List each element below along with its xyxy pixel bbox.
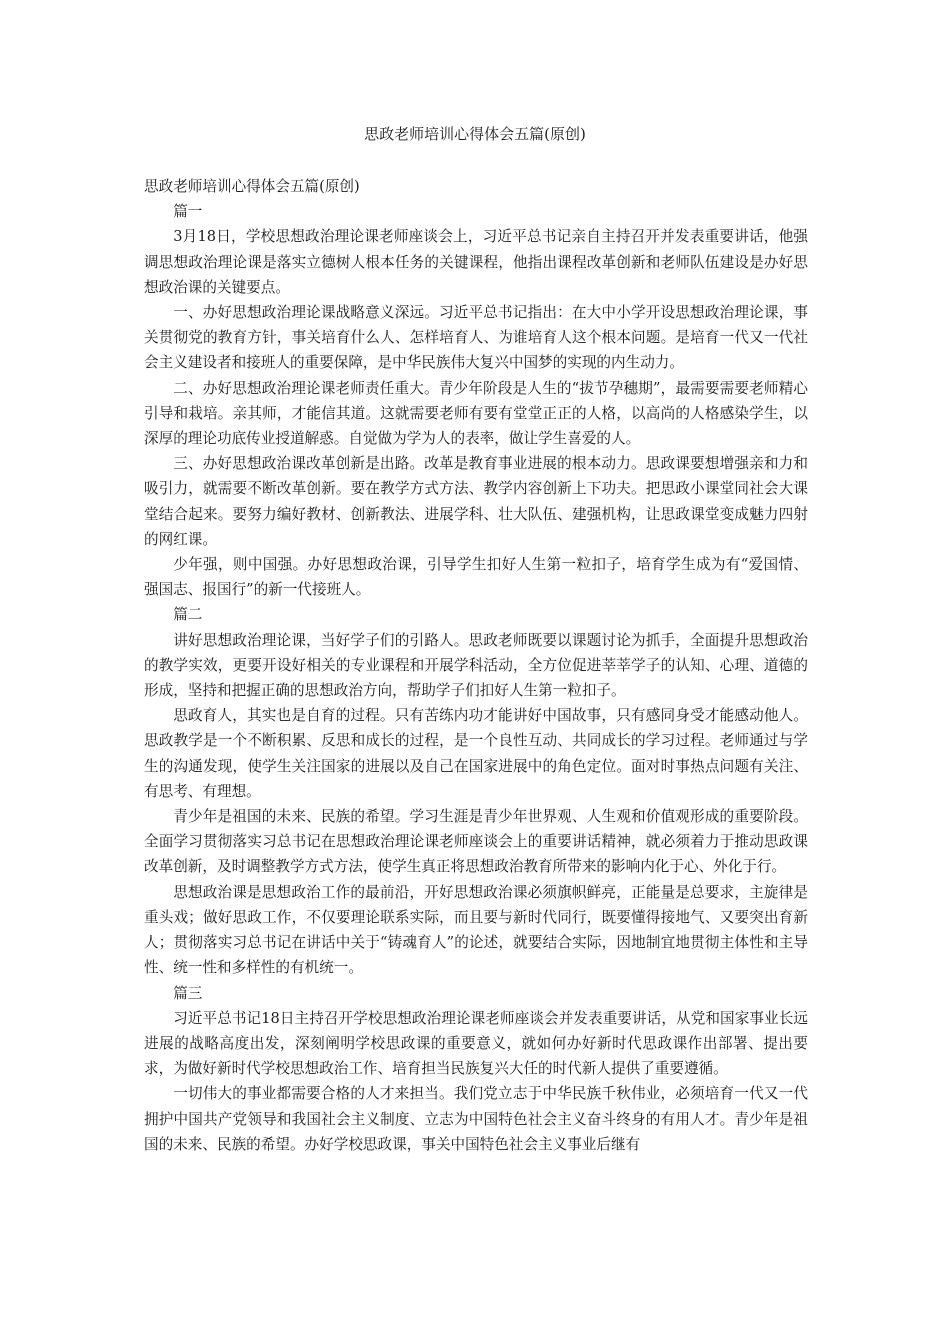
- paragraph: 青少年是祖国的未来、民族的希望。学习生涯是青少年世界观、人生观和价值观形成的重要阶段。全面学习贯彻落实习总书记在思想政治理论课老师座谈会上的重要讲话精神，就必须着力于推动思政课改革创新，及时调整教学方式方法，使学生真正将思想政治教育所带来的影响内化于心、外化于行。: [144, 808, 808, 876]
- paragraph: 一切伟大的事业都需要合格的人才来担当。我们党立志于中华民族千秋伟业，必须培育一代又一代拥护中国共产党领导和我国社会主义制度、立志为中国特色社会主义奋斗终身的有用人才。青少年是祖国的未来、民族的希望。办好学校思政课，事关中国特色社会主义事业后继有: [144, 1085, 808, 1153]
- section-label: 篇三: [173, 984, 203, 1002]
- paragraph: 少年强，则中国强。办好思想政治课，引导学生扣好人生第一粒扣子，培育学生成为有“爱国情、强国志、报国行”的新一代接班人。: [144, 556, 808, 599]
- paragraph: 思想政治课是思想政治工作的最前沿，开好思想政治课必须旗帜鲜亮，正能量是总要求，主旋律是重头戏；做好思政工作，不仅要理论联系实际，而且要与新时代同行，既要懂得接地气、又要突出育新人；贯彻落实习总书记在讲话中关于“铸魂育人”的论述，就要结合实际，因地制宜地贯彻主体性和主导性、统一性和多样性的有机统一。: [144, 883, 808, 977]
- section-label: 篇二: [173, 606, 203, 624]
- paragraph: 讲好思想政治理论课，当好学子们的引路人。思政老师既要以课题讨论为抓手，全面提升思想政治的教学实效，更要开设好相关的专业课程和开展学科活动，全方位促进莘莘学子的认知、心理、道德的形成，坚持和把握正确的思想政治方向，帮助学子们扣好人生第一粒扣子。: [144, 631, 808, 700]
- document-body: [144, 174, 808, 1157]
- page-header-title: 思政老师培训心得体会五篇(原创): [364, 125, 586, 143]
- section-label: 篇一: [173, 203, 203, 221]
- paragraph: 一、办好思想政治理论课战略意义深远。习近平总书记指出：在大中小学开设思想政治理论课，事关贯彻党的教育方针，事关培育什么人、怎样培育人、为谁培育人这个根本问题。是培育一代又一代社会主义建设者和接班人的重要保障，是中华民族伟大复兴中国梦的实现的内生动力。: [144, 304, 808, 372]
- paragraph: 习近平总书记18日主持召开学校思想政治理论课老师座谈会并发表重要讲话，从党和国家事业长远进展的战略高度出发，深刻阐明学校思政课的重要意义，就如何办好新时代思政课作出部署、提出要求，为做好新时代学校思想政治工作、培育担当民族复兴大任的时代新人提供了重要遵循。: [144, 1009, 808, 1078]
- document-title: 思政老师培训心得体会五篇(原创): [144, 178, 360, 195]
- paragraph: 思政育人，其实也是自育的过程。只有苦练内功才能讲好中国故事，只有感同身受才能感动他人。思政教学是一个不断积累、反思和成长的过程，是一个良性互动、共同成长的学习过程。老师通过与学生的沟通发现，使学生关注国家的进展以及自己在国家进展中的角色定位。面对时事热点问题有关注、有思考、有理想。: [144, 707, 808, 800]
- paragraph: 三、办好思想政治课改革创新是出路。改革是教育事业进展的根本动力。思政课要想增强亲和力和吸引力，就需要不断改革创新。要在教学方式方法、教学内容创新上下功夫。把思政小课堂同社会大课堂结合起来。要努力编好教材、创新教法、进展学科、壮大队伍、建强机构，让思政课堂变成魅力四射的网红课。: [144, 455, 808, 548]
- paragraph: 3月18日，学校思想政治理论课老师座谈会上，习近平总书记亲自主持召开并发表重要讲话，他强调思想政治理论课是落实立德树人根本任务的关键课程，他指出课程改革创新和老师队伍建设是办好思想政治课的关键要点。: [144, 228, 808, 296]
- paragraph: 二、办好思想政治理论课老师责任重大。青少年阶段是人生的“拔节孕穗期”，最需要需要老师精心引导和栽培。亲其师，才能信其道。这就需要老师有要有堂堂正正的人格，以高尚的人格感染学生，以深厚的理论功底传业授道解惑。自觉做为学为人的表率，做让学生喜爱的人。: [144, 379, 808, 448]
